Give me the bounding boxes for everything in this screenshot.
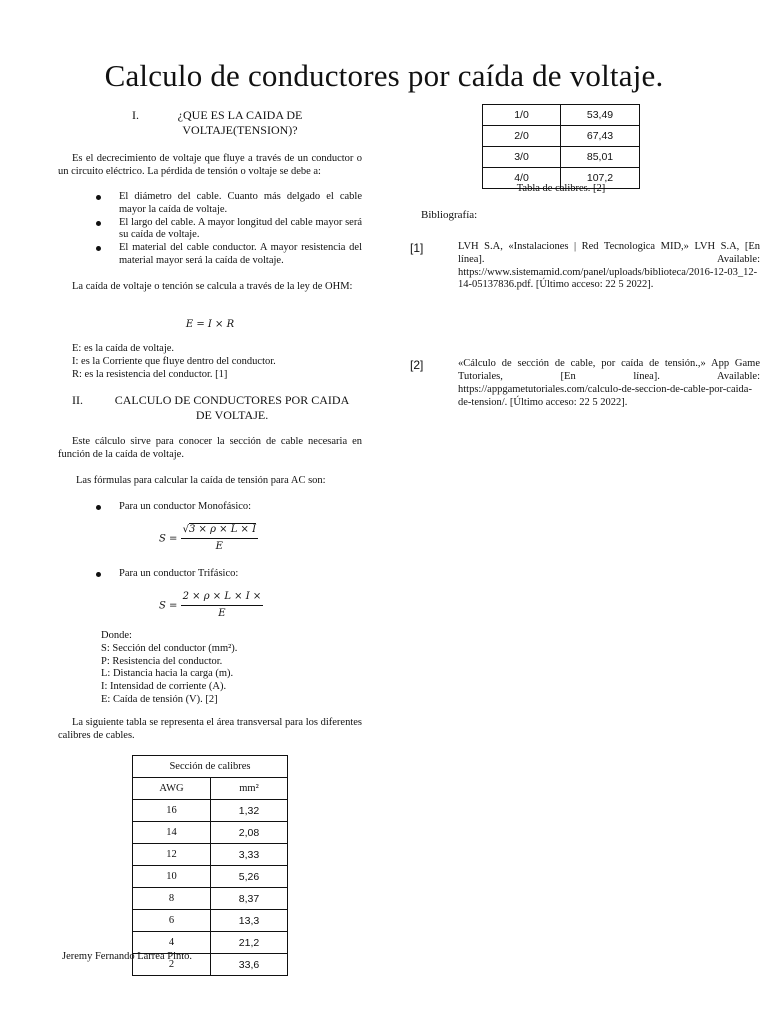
bullet-icon <box>96 221 101 226</box>
list-item <box>58 191 362 217</box>
tri-label: Para un conductor Trifásico: <box>119 568 239 579</box>
awg-cell: 1/0 <box>483 105 561 126</box>
tri-formula <box>58 591 463 621</box>
reference-tag: [2] <box>410 358 424 373</box>
mm2-cell: 21,2 <box>211 932 288 954</box>
table-caption: Tabla de calibres. [2] <box>516 183 606 194</box>
awg-cell: 10 <box>133 866 211 888</box>
mono-bullet <box>58 501 362 514</box>
definition-e: E: es la caída de voltaje. <box>72 343 175 354</box>
calibres-table-continued <box>482 104 640 189</box>
mm2-cell: 67,43 <box>561 126 640 147</box>
section-1-heading-line2: VOLTAJE(TENSION)? <box>182 123 298 137</box>
mm2-cell: 8,37 <box>211 888 288 910</box>
variable-s: S: Sección del conductor (mm²). <box>101 642 238 654</box>
mm2-cell: 13,3 <box>211 910 288 932</box>
section-2-para2: Las fórmulas para calcular la caída de tensión para AC son: <box>76 475 326 486</box>
mm2-cell: 5,26 <box>211 866 288 888</box>
reference-1 <box>405 241 760 292</box>
awg-cell: 2 <box>133 954 211 976</box>
bullet-icon <box>96 195 101 200</box>
awg-cell: 16 <box>133 800 211 822</box>
mono-formula-lhs: S = <box>159 533 178 545</box>
reference-tag: [1] <box>410 241 424 255</box>
table-row <box>133 822 288 844</box>
column-header-awg: AWG <box>133 778 211 800</box>
tri-numerator: 2 × ρ × L × I × <box>181 591 264 606</box>
causes-list <box>58 191 362 268</box>
bullet-text: El material del cable conductor. A mayor resistencia del material mayor será la caída de voltaje. <box>119 242 362 266</box>
awg-cell: 4/0 <box>483 168 561 189</box>
variable-i: I: Intensidad de corriente (A). <box>101 681 227 693</box>
sqrt-icon: √ <box>182 524 189 535</box>
section-1-intro: Es el decrecimiento de voltaje que fluye a través de un conductor o un circuito eléctrico. La pérdida de tensión o voltaje se debe a: <box>58 153 362 177</box>
section-2-heading <box>58 393 362 423</box>
variable-p: P: Resistencia del conductor. <box>101 655 223 667</box>
reference-2 <box>405 358 760 409</box>
bibliography-heading: Bibliografía: <box>421 209 478 221</box>
calibres-table-caption: Sección de calibres <box>133 756 288 778</box>
mm2-cell: 85,01 <box>561 147 640 168</box>
tri-fraction <box>181 591 264 621</box>
donde-label: Donde: <box>101 630 132 641</box>
variable-l: L: Distancia hacia la carga (m). <box>101 668 234 680</box>
section-1-heading-line1: ¿QUE ES LA CAIDA DE <box>177 108 303 122</box>
awg-cell: 3/0 <box>483 147 561 168</box>
document-title: Calculo de conductores por caída de voltaje. <box>104 58 664 93</box>
list-item <box>58 242 362 268</box>
table-row <box>483 147 640 168</box>
bullet-icon <box>96 505 101 510</box>
mm2-cell: 53,49 <box>561 105 640 126</box>
bullet-text: El diámetro del cable. Cuanto más delgado el cable mayor la caída de voltaje. <box>119 191 362 215</box>
author-name: Jeremy Fernando Larrea Pinto. <box>62 951 193 962</box>
tri-denominator: E <box>218 607 226 619</box>
column-header-mm2: mm² <box>211 778 288 800</box>
section-2-heading-line2: DE VOLTAJE. <box>195 408 269 422</box>
variable-e: E: Caída de tensión (V). [2] <box>101 693 218 705</box>
bullet-icon <box>96 572 101 577</box>
ohm-definitions <box>58 343 376 381</box>
table-row <box>133 910 288 932</box>
mono-formula <box>58 524 463 554</box>
section-2-heading-line1: CALCULO DE CONDUCTORES POR CAIDA <box>114 393 350 407</box>
mono-fraction <box>181 524 258 554</box>
ohm-law-text: La caída de voltaje o tención se calcula a través de la ley de OHM: <box>72 281 353 292</box>
tri-formula-lhs: S = <box>159 600 178 612</box>
calibres-table <box>132 755 288 976</box>
bullet-text: El largo del cable. A mayor longitud del cable mayor será su caída de voltaje. <box>119 216 362 241</box>
table-row <box>133 800 288 822</box>
definition-r: R: es la resistencia del conductor. [1] <box>72 368 228 380</box>
mm2-cell: 33,6 <box>211 954 288 976</box>
reference-text: LVH S.A, «Instalaciones | Red Tecnologica MID,» LVH S.A, [En línea]. Available: https://www.sistemamid.com/panel/uploads/biblioteca/2016-12-03_12-14-05137836.pdf. [Último acceso: 22 5 2022]. <box>458 241 760 291</box>
table-intro: La siguiente tabla se representa el área transversal para los diferentes calibres de cables. <box>58 717 362 741</box>
mm2-cell: 1,32 <box>211 800 288 822</box>
awg-cell: 12 <box>133 844 211 866</box>
table-row <box>133 888 288 910</box>
reference-text: «Cálculo de sección de cable, por caída de tensión.,» App Game Tutoriales, [En línea]. Available: https://appgametutoriales.com/calculo-de-seccion-de-cable-por-caida-de-tension/. [Último acceso: 22 5 2022]. <box>458 358 760 408</box>
mono-label: Para un conductor Monofásico: <box>119 501 252 512</box>
mono-denominator: E <box>215 540 223 552</box>
awg-cell: 14 <box>133 822 211 844</box>
table-row <box>483 126 640 147</box>
table-row <box>133 866 288 888</box>
section-1-number: I. <box>132 108 139 122</box>
variable-definitions <box>58 630 405 707</box>
awg-cell: 6 <box>133 910 211 932</box>
section-1-heading <box>58 108 362 138</box>
ohm-formula: E = I × R <box>185 319 235 330</box>
mono-numerator: 3 × ρ × L × I <box>188 524 257 535</box>
section-2-para1: Este cálculo sirve para conocer la sección de cable necesaria en función de la caída de voltaje. <box>58 436 362 460</box>
bullet-icon <box>96 246 101 251</box>
tri-bullet <box>58 568 362 581</box>
mm2-cell: 107,2 <box>561 168 640 189</box>
list-item <box>58 217 362 243</box>
table-row <box>483 105 640 126</box>
awg-cell: 4 <box>133 932 211 954</box>
table-row <box>133 844 288 866</box>
mm2-cell: 3,33 <box>211 844 288 866</box>
mm2-cell: 2,08 <box>211 822 288 844</box>
definition-i: I: es la Corriente que fluye dentro del conductor. <box>72 355 276 367</box>
section-2-number: II. <box>72 393 83 407</box>
awg-cell: 2/0 <box>483 126 561 147</box>
awg-cell: 8 <box>133 888 211 910</box>
